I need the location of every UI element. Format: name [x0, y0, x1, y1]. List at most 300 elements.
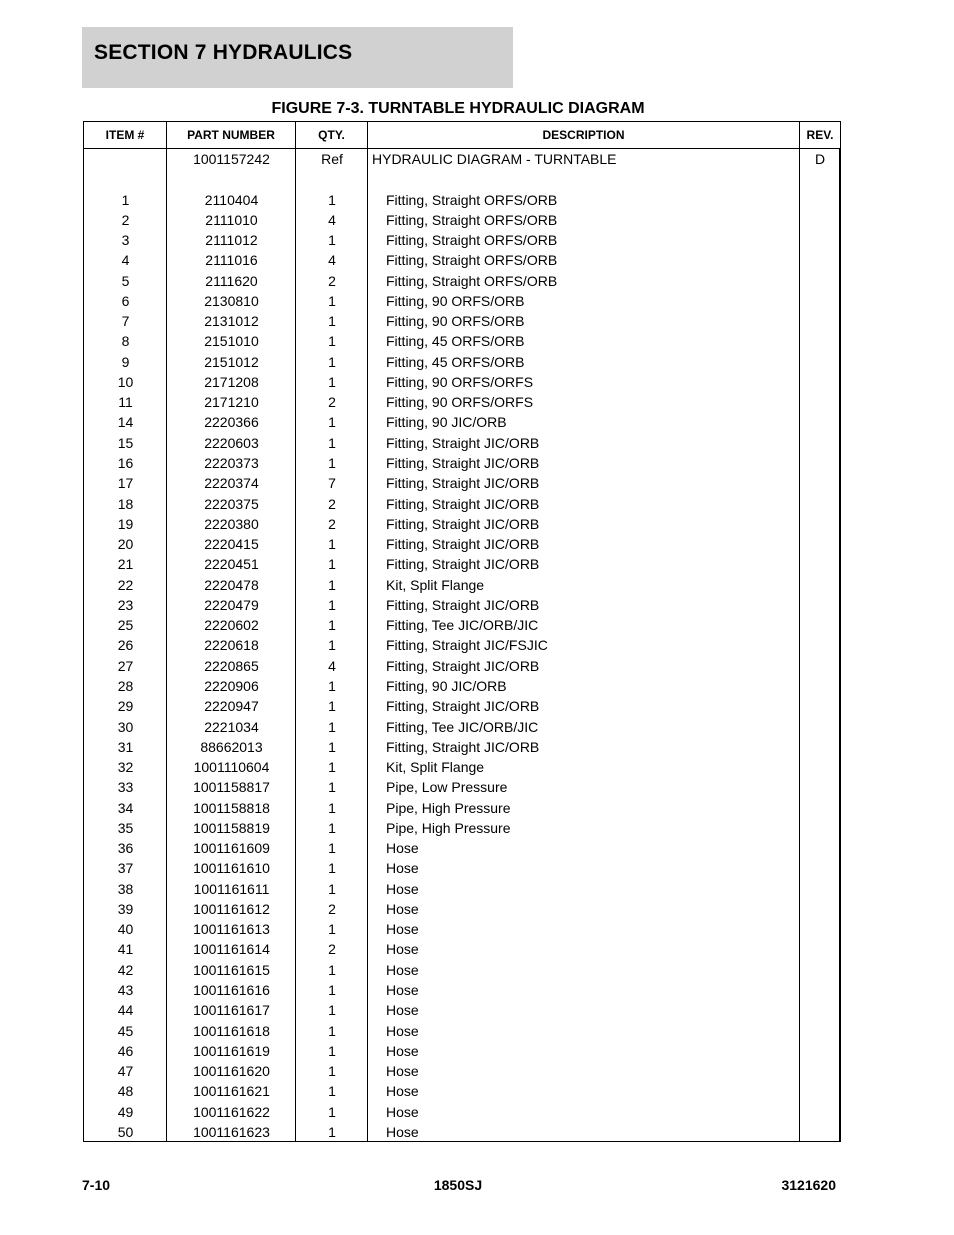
part-number-cell: 1001161611	[193, 880, 270, 897]
rev-cell	[800, 311, 840, 331]
table-row	[84, 595, 840, 615]
table-row	[84, 899, 840, 919]
qty-cell: 1	[328, 738, 336, 755]
part-number-cell: 1001161622	[193, 1103, 270, 1120]
table-row	[84, 1061, 840, 1081]
column-header-description: DESCRIPTION	[368, 122, 800, 148]
item-cell: 36	[117, 840, 134, 857]
item-cell: 50	[117, 1123, 134, 1140]
item-cell: 33	[117, 779, 134, 796]
rev-cell	[800, 453, 840, 473]
part-number-cell: 2220602	[204, 617, 259, 634]
part-number-cell: 1001161616	[193, 982, 270, 999]
part-number-cell: 2220478	[204, 576, 259, 593]
table-row	[84, 798, 840, 818]
ref-description-cell: HYDRAULIC DIAGRAM - TURNTABLE	[372, 151, 617, 167]
part-number-cell: 2220451	[204, 556, 259, 573]
qty-cell: 1	[328, 536, 336, 553]
qty-cell: 1	[328, 982, 336, 999]
qty-cell: 1	[328, 840, 336, 857]
qty-cell: 1	[328, 1022, 336, 1039]
part-number-cell: 2220380	[204, 515, 259, 532]
table-row	[84, 818, 840, 838]
rev-cell	[800, 798, 840, 818]
table-row	[84, 534, 840, 554]
item-cell: 17	[117, 475, 134, 492]
rev-cell	[800, 210, 840, 230]
part-number-cell: 1001161621	[193, 1083, 270, 1100]
description-cell: Fitting, 90 ORFS/ORB	[386, 313, 525, 330]
qty-cell: 1	[328, 921, 336, 938]
rev-cell	[800, 960, 840, 980]
part-number-cell: 1001161615	[193, 961, 270, 978]
description-cell: Fitting, 90 JIC/ORB	[386, 677, 507, 694]
description-cell: Fitting, Straight JIC/ORB	[386, 495, 540, 512]
qty-cell: 1	[328, 333, 336, 350]
qty-cell: 1	[328, 455, 336, 471]
table-row	[84, 676, 840, 696]
table-row	[84, 291, 840, 311]
rev-cell	[800, 412, 840, 432]
part-number-cell: 1001158818	[193, 799, 270, 816]
item-cell: 1	[121, 191, 130, 208]
description-cell: Fitting, Straight JIC/ORB	[386, 515, 540, 532]
rev-cell	[800, 473, 840, 493]
rev-cell	[800, 352, 840, 372]
column-header-qty: QTY.	[296, 122, 368, 148]
table-row	[84, 271, 840, 291]
table-row	[84, 615, 840, 635]
rev-cell	[800, 696, 840, 716]
description-cell: Fitting, Straight JIC/ORB	[386, 455, 540, 471]
rev-cell	[800, 392, 840, 412]
column-header-rev: REV.	[806, 128, 834, 142]
table-row	[84, 1041, 840, 1061]
item-cell: 8	[121, 333, 130, 350]
table-row	[84, 494, 840, 514]
description-cell: Hose	[386, 1042, 419, 1059]
qty-cell: 1	[328, 1123, 336, 1140]
figure-title: FIGURE 7-3. TURNTABLE HYDRAULIC DIAGRAM	[271, 100, 645, 117]
item-cell: 32	[117, 759, 134, 776]
item-cell: 35	[117, 819, 134, 836]
description-cell: Fitting, Straight ORFS/ORB	[386, 191, 558, 208]
table-row	[84, 737, 840, 757]
table-row	[84, 777, 840, 797]
qty-cell: 1	[328, 191, 336, 208]
rev-cell	[800, 1041, 840, 1061]
rev-cell	[800, 635, 840, 655]
description-cell: Fitting, Straight JIC/ORB	[386, 596, 540, 613]
item-cell: 42	[117, 961, 134, 978]
rev-cell	[800, 230, 840, 250]
part-number-cell: 2220603	[204, 434, 259, 451]
part-number-cell: 2220374	[204, 475, 259, 492]
rev-cell	[800, 980, 840, 1000]
item-cell: 22	[117, 576, 134, 593]
rev-cell	[800, 777, 840, 797]
part-number-cell: 2111012	[205, 232, 258, 249]
table-row	[84, 230, 840, 250]
table-row	[84, 1102, 840, 1122]
qty-cell: 1	[328, 1063, 336, 1080]
qty-cell: 1	[328, 434, 336, 451]
rev-cell	[800, 899, 840, 919]
part-number-cell: 2130810	[204, 292, 259, 309]
qty-cell: 2	[328, 515, 336, 532]
table-row	[84, 879, 840, 899]
table-row	[84, 1000, 840, 1020]
description-cell: Fitting, Straight JIC/FSJIC	[386, 637, 548, 654]
item-cell: 40	[117, 921, 134, 938]
footer-manual-number: 3121620	[781, 1177, 836, 1193]
parts-table	[83, 121, 841, 1142]
description-cell: Hose	[386, 900, 419, 917]
part-number-cell: 2111010	[205, 211, 258, 228]
part-number-cell: 1001161610	[193, 860, 270, 877]
item-cell: 25	[117, 617, 134, 634]
rev-cell	[800, 514, 840, 534]
part-number-cell: 2221034	[204, 718, 259, 735]
table-row	[84, 311, 840, 331]
rev-cell	[800, 919, 840, 939]
qty-cell: 1	[328, 799, 336, 816]
table-row	[84, 1021, 840, 1041]
description-cell: Fitting, 90 ORFS/ORFS	[386, 373, 534, 390]
item-cell: 26	[117, 637, 134, 654]
rev-cell	[800, 331, 840, 351]
part-number-cell: 2220373	[204, 455, 259, 471]
rev-cell	[800, 575, 840, 595]
item-cell: 2	[121, 211, 130, 228]
part-number-cell: 2220375	[204, 495, 259, 512]
table-row	[84, 656, 840, 676]
rev-cell	[800, 615, 840, 635]
table-header-row	[84, 122, 840, 149]
description-cell: Hose	[386, 961, 419, 978]
description-cell: Fitting, 45 ORFS/ORB	[386, 333, 525, 350]
table-row	[84, 696, 840, 716]
qty-cell: 1	[328, 860, 336, 877]
part-number-cell: 2111016	[205, 252, 258, 269]
qty-cell: 1	[328, 677, 336, 694]
table-body	[84, 149, 840, 1141]
table-row	[84, 919, 840, 939]
ref-part-number-cell: 1001157242	[193, 151, 270, 167]
table-row	[84, 960, 840, 980]
part-number-cell: 1001110604	[193, 759, 270, 776]
item-cell: 47	[117, 1063, 134, 1080]
item-cell: 43	[117, 982, 134, 999]
qty-cell: 1	[328, 819, 336, 836]
part-number-cell: 1001161623	[193, 1123, 270, 1140]
item-cell: 21	[117, 556, 134, 573]
item-cell: 37	[117, 860, 134, 877]
description-cell: Fitting, Tee JIC/ORB/JIC	[386, 617, 539, 634]
part-number-cell: 1001161613	[193, 921, 270, 938]
description-cell: Pipe, High Pressure	[386, 819, 511, 836]
description-cell: Fitting, 90 JIC/ORB	[386, 414, 507, 431]
part-number-cell: 1001161612	[193, 900, 270, 917]
part-number-cell: 2220906	[204, 677, 259, 694]
part-number-cell: 1001158819	[193, 819, 270, 836]
table-row	[84, 575, 840, 595]
description-cell: Fitting, Straight ORFS/ORB	[386, 252, 558, 269]
qty-cell: 4	[328, 657, 336, 674]
description-cell: Fitting, Straight JIC/ORB	[386, 738, 540, 755]
qty-cell: 1	[328, 313, 336, 330]
item-cell: 4	[121, 252, 130, 269]
part-number-cell: 2220479	[204, 596, 259, 613]
part-number-cell: 2220415	[204, 536, 259, 553]
part-number-cell: 1001161614	[193, 941, 270, 958]
qty-cell: 1	[328, 617, 336, 634]
qty-cell: 2	[328, 394, 336, 411]
qty-cell: 1	[328, 961, 336, 978]
description-cell: Hose	[386, 1083, 419, 1100]
rev-cell	[800, 250, 840, 270]
item-cell: 14	[117, 414, 134, 431]
footer-page-number: 7-10	[82, 1177, 111, 1193]
item-cell: 49	[117, 1103, 134, 1120]
table-row	[84, 514, 840, 534]
item-cell: 31	[117, 738, 134, 755]
table-row	[84, 210, 840, 230]
part-number-cell: 2131012	[204, 313, 259, 330]
description-cell: Fitting, Straight JIC/ORB	[386, 475, 540, 492]
table-row	[84, 190, 840, 210]
description-cell: Hose	[386, 1123, 419, 1140]
description-cell: Pipe, High Pressure	[386, 799, 511, 816]
part-number-cell: 2171210	[204, 394, 259, 411]
part-number-cell: 1001161618	[193, 1022, 270, 1039]
section-header-band	[82, 27, 513, 88]
item-cell: 45	[117, 1022, 134, 1039]
item-cell: 19	[117, 515, 134, 532]
table-row	[84, 473, 840, 493]
rev-cell	[800, 1081, 840, 1101]
table-row	[84, 838, 840, 858]
item-cell: 27	[117, 657, 134, 674]
part-number-cell: 2151012	[204, 353, 259, 370]
rev-cell	[800, 838, 840, 858]
description-cell: Hose	[386, 1063, 419, 1080]
qty-cell: 1	[328, 353, 336, 370]
item-cell: 18	[117, 495, 134, 512]
qty-cell: 1	[328, 576, 336, 593]
part-number-cell: 2220947	[204, 698, 259, 715]
item-cell: 48	[117, 1083, 134, 1100]
rev-cell	[800, 1102, 840, 1122]
description-cell: Kit, Split Flange	[386, 576, 485, 593]
qty-cell: 1	[328, 414, 336, 431]
table-row	[84, 352, 840, 372]
description-cell: Fitting, Straight JIC/ORB	[386, 536, 540, 553]
column-header-part-number: PART NUMBER	[167, 122, 296, 148]
item-cell: 46	[117, 1042, 134, 1059]
description-cell: Kit, Split Flange	[386, 759, 485, 776]
qty-cell: 7	[328, 475, 336, 492]
part-number-cell: 2111620	[205, 272, 258, 289]
qty-cell: 1	[328, 1042, 336, 1059]
part-number-cell: 2220618	[204, 637, 259, 654]
rev-cell	[800, 595, 840, 615]
part-number-cell: 2110404	[204, 191, 259, 208]
table-row	[84, 392, 840, 412]
description-cell: Fitting, 45 ORFS/ORB	[386, 353, 525, 370]
rev-cell	[800, 1021, 840, 1041]
qty-cell: 2	[328, 272, 336, 289]
part-number-cell: 2151010	[204, 333, 259, 350]
part-number-cell: 2220865	[204, 657, 259, 674]
item-cell: 39	[117, 900, 134, 917]
table-row	[84, 1122, 840, 1142]
item-cell: 11	[118, 394, 133, 411]
item-cell: 15	[117, 434, 134, 451]
qty-cell: 2	[328, 941, 336, 958]
qty-cell: 4	[328, 211, 336, 228]
part-number-cell: 2171208	[204, 373, 259, 390]
table-row	[84, 939, 840, 959]
rev-cell	[800, 494, 840, 514]
table-row	[84, 433, 840, 453]
qty-cell: 4	[328, 252, 336, 269]
item-cell: 41	[117, 941, 134, 958]
rev-cell	[800, 939, 840, 959]
description-cell: Fitting, Straight ORFS/ORB	[386, 232, 558, 249]
rev-cell	[800, 818, 840, 838]
rev-cell	[800, 757, 840, 777]
table-row	[84, 1081, 840, 1101]
table-row	[84, 372, 840, 392]
table-row	[84, 554, 840, 574]
item-cell: 38	[117, 880, 134, 897]
qty-cell: 1	[328, 1002, 336, 1019]
description-cell: Hose	[386, 921, 419, 938]
part-number-cell: 1001161609	[193, 840, 270, 857]
qty-cell: 1	[328, 292, 336, 309]
description-cell: Hose	[386, 880, 419, 897]
description-cell: Fitting, 90 ORFS/ORB	[386, 292, 525, 309]
item-cell: 5	[121, 272, 130, 289]
rev-cell	[800, 291, 840, 311]
section-title: SECTION 7 HYDRAULICS	[94, 41, 353, 64]
rev-cell	[800, 534, 840, 554]
footer-model: 1850SJ	[433, 1177, 483, 1193]
description-cell: Hose	[386, 982, 419, 999]
item-cell: 30	[117, 718, 134, 735]
item-cell: 3	[121, 232, 130, 249]
part-number-cell: 1001158817	[193, 779, 270, 796]
item-cell: 9	[121, 353, 130, 370]
item-cell: 29	[117, 698, 134, 715]
rev-cell	[800, 879, 840, 899]
description-cell: Fitting, Straight JIC/ORB	[386, 434, 540, 451]
description-cell: Hose	[386, 1022, 419, 1039]
rev-cell	[800, 717, 840, 737]
description-cell: Fitting, Straight JIC/ORB	[386, 657, 540, 674]
qty-cell: 1	[328, 880, 336, 897]
qty-cell: 1	[328, 637, 336, 654]
rev-cell	[800, 1061, 840, 1081]
ref-qty-cell: Ref	[321, 151, 343, 167]
rev-cell	[800, 372, 840, 392]
description-cell: Pipe, Low Pressure	[386, 779, 508, 796]
item-cell: 10	[117, 373, 134, 390]
table-row	[84, 331, 840, 351]
qty-cell: 1	[328, 698, 336, 715]
item-cell: 6	[121, 292, 130, 309]
item-cell: 28	[117, 677, 134, 694]
description-cell: Hose	[386, 1002, 419, 1019]
ref-rev-cell: D	[814, 151, 826, 167]
qty-cell: 1	[328, 232, 336, 249]
description-cell: Fitting, Straight JIC/ORB	[386, 556, 540, 573]
qty-cell: 2	[328, 495, 336, 512]
description-cell: Hose	[386, 840, 419, 857]
qty-cell: 2	[328, 900, 336, 917]
table-row	[84, 635, 840, 655]
table-row	[84, 717, 840, 737]
description-cell: Hose	[386, 1103, 419, 1120]
qty-cell: 1	[328, 759, 336, 776]
description-cell: Fitting, 90 ORFS/ORFS	[386, 394, 534, 411]
description-cell: Fitting, Straight JIC/ORB	[386, 698, 540, 715]
rev-cell	[800, 433, 840, 453]
description-cell: Fitting, Straight ORFS/ORB	[386, 272, 558, 289]
column-header-item: ITEM #	[84, 122, 167, 148]
rev-cell	[800, 737, 840, 757]
item-cell: 16	[117, 455, 134, 471]
part-number-cell: 88662013	[200, 738, 263, 755]
description-cell: Hose	[386, 941, 419, 958]
rev-cell	[800, 271, 840, 291]
qty-cell: 1	[328, 718, 336, 735]
item-cell: 44	[117, 1002, 134, 1019]
rev-cell	[800, 1000, 840, 1020]
qty-cell: 1	[328, 596, 336, 613]
part-number-cell: 2220366	[204, 414, 259, 431]
item-cell: 23	[117, 596, 134, 613]
table-row	[84, 858, 840, 878]
table-row	[84, 453, 840, 473]
rev-cell	[800, 676, 840, 696]
reference-row	[84, 149, 840, 169]
table-row	[84, 757, 840, 777]
item-cell: 20	[117, 536, 134, 553]
qty-cell: 1	[328, 373, 336, 390]
rev-cell	[800, 190, 840, 210]
rev-cell	[800, 858, 840, 878]
description-cell: Hose	[386, 860, 419, 877]
qty-cell: 1	[328, 1103, 336, 1120]
table-row	[84, 412, 840, 432]
rev-cell	[800, 1122, 840, 1142]
item-cell: 7	[121, 313, 130, 330]
table-row	[84, 250, 840, 270]
ref-item-cell	[84, 149, 167, 169]
qty-cell: 1	[328, 1083, 336, 1100]
description-cell: Fitting, Straight ORFS/ORB	[386, 211, 558, 228]
qty-cell: 1	[328, 556, 336, 573]
part-number-cell: 1001161619	[193, 1042, 270, 1059]
table-row	[84, 980, 840, 1000]
qty-cell: 1	[328, 779, 336, 796]
rev-cell	[800, 554, 840, 574]
part-number-cell: 1001161617	[193, 1002, 270, 1019]
item-cell: 34	[117, 799, 134, 816]
description-cell: Fitting, Tee JIC/ORB/JIC	[386, 718, 539, 735]
